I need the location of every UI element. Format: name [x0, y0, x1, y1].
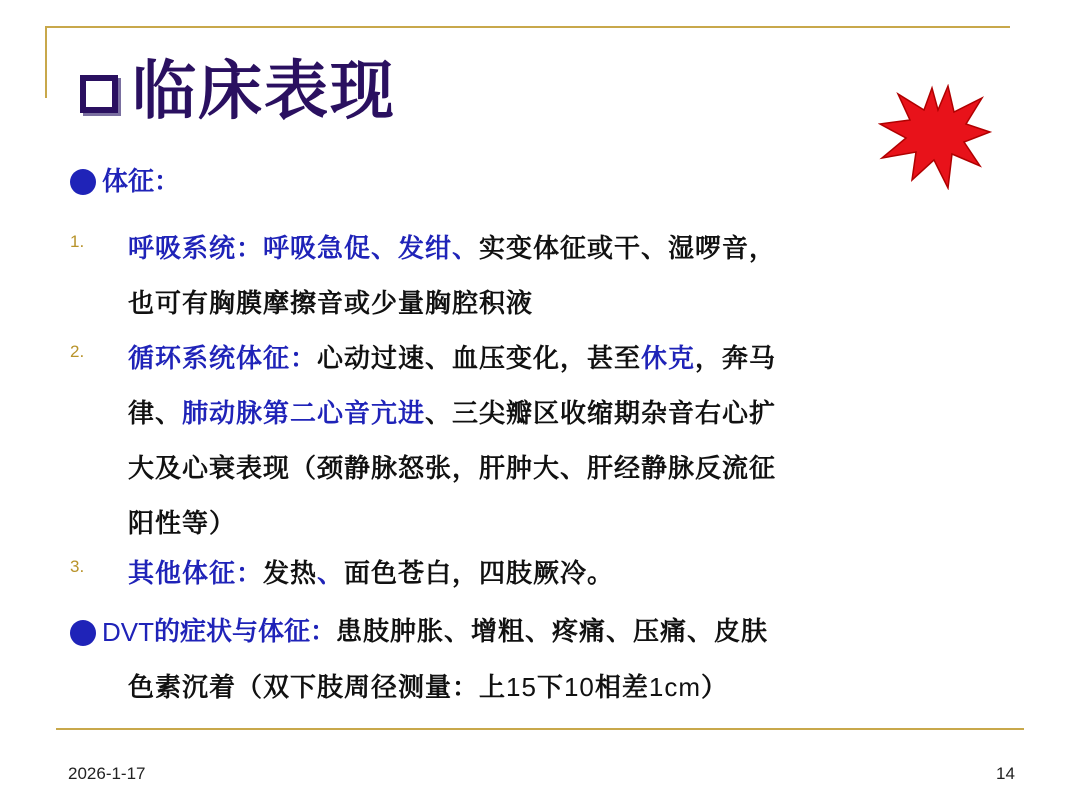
- item-text: 发热: [263, 559, 318, 589]
- item-highlight: 休克: [641, 344, 696, 374]
- item-text: 心动过速、血压变化，甚至: [317, 344, 642, 374]
- item-text: 面色苍白，四肢厥冷。: [344, 559, 615, 589]
- section-text: 下: [536, 673, 564, 703]
- measure-value: 1cm: [648, 672, 702, 702]
- left-rule: [45, 26, 47, 98]
- measure-value: 15: [506, 672, 537, 702]
- bottom-rule: [56, 728, 1024, 730]
- item-text: ，奔马: [695, 344, 777, 374]
- list-item-other: [70, 547, 1015, 602]
- title-row: [80, 52, 396, 132]
- section-text: 色素沉着（双下肢周径测量：上: [128, 673, 507, 703]
- section-heading: 体征：: [102, 167, 181, 197]
- section-heading: 的症状与体征：: [154, 617, 337, 647]
- blue-dot-icon: [70, 620, 96, 646]
- section-dvt: [70, 605, 1015, 716]
- section-heading-latin: DVT: [102, 617, 154, 647]
- item-number: 1.: [70, 232, 85, 251]
- footer-date: 2026-1-17: [68, 764, 146, 783]
- top-rule: [45, 26, 1010, 28]
- section-text: 患肢肿胀、增粗、疼痛、压痛、皮肤: [336, 617, 769, 647]
- section-text: ）: [701, 673, 729, 703]
- red-starburst-icon: [878, 84, 992, 190]
- item-text: 实变体征或干、湿啰音，: [479, 234, 777, 264]
- item-text: 律、: [128, 399, 183, 429]
- item-text: 大及心衰表现（颈静脉怒张，肝肿大、肝经静脉反流征: [128, 454, 777, 484]
- section-physical-signs: [70, 160, 180, 204]
- item-label: 循环系统体征：: [128, 344, 318, 374]
- item-text: 、三尖瓣区收缩期杂音右心扩: [425, 399, 777, 429]
- item-text: 阳性等）: [128, 509, 237, 539]
- list-item-respiratory: [70, 222, 1015, 332]
- item-label: 呼吸系统：: [128, 234, 264, 264]
- section-text: 相差: [594, 673, 649, 703]
- blue-dot-icon: [70, 169, 96, 195]
- item-highlight: 呼吸急促、发绀、: [263, 234, 480, 264]
- item-number: 3.: [70, 557, 85, 576]
- item-highlight: 肺动脉第二心音亢进: [182, 399, 426, 429]
- item-highlight: 、: [317, 559, 345, 589]
- item-number: 2.: [70, 342, 85, 361]
- page-title: 临床表现: [132, 54, 396, 129]
- list-item-circulatory: [70, 332, 1015, 552]
- page-number: 14: [996, 764, 1015, 783]
- item-label: 其他体征：: [128, 559, 264, 589]
- square-outline-icon: [80, 75, 118, 113]
- item-text: 也可有胸膜摩擦音或少量胸腔积液: [128, 289, 534, 319]
- measure-value: 10: [563, 672, 595, 702]
